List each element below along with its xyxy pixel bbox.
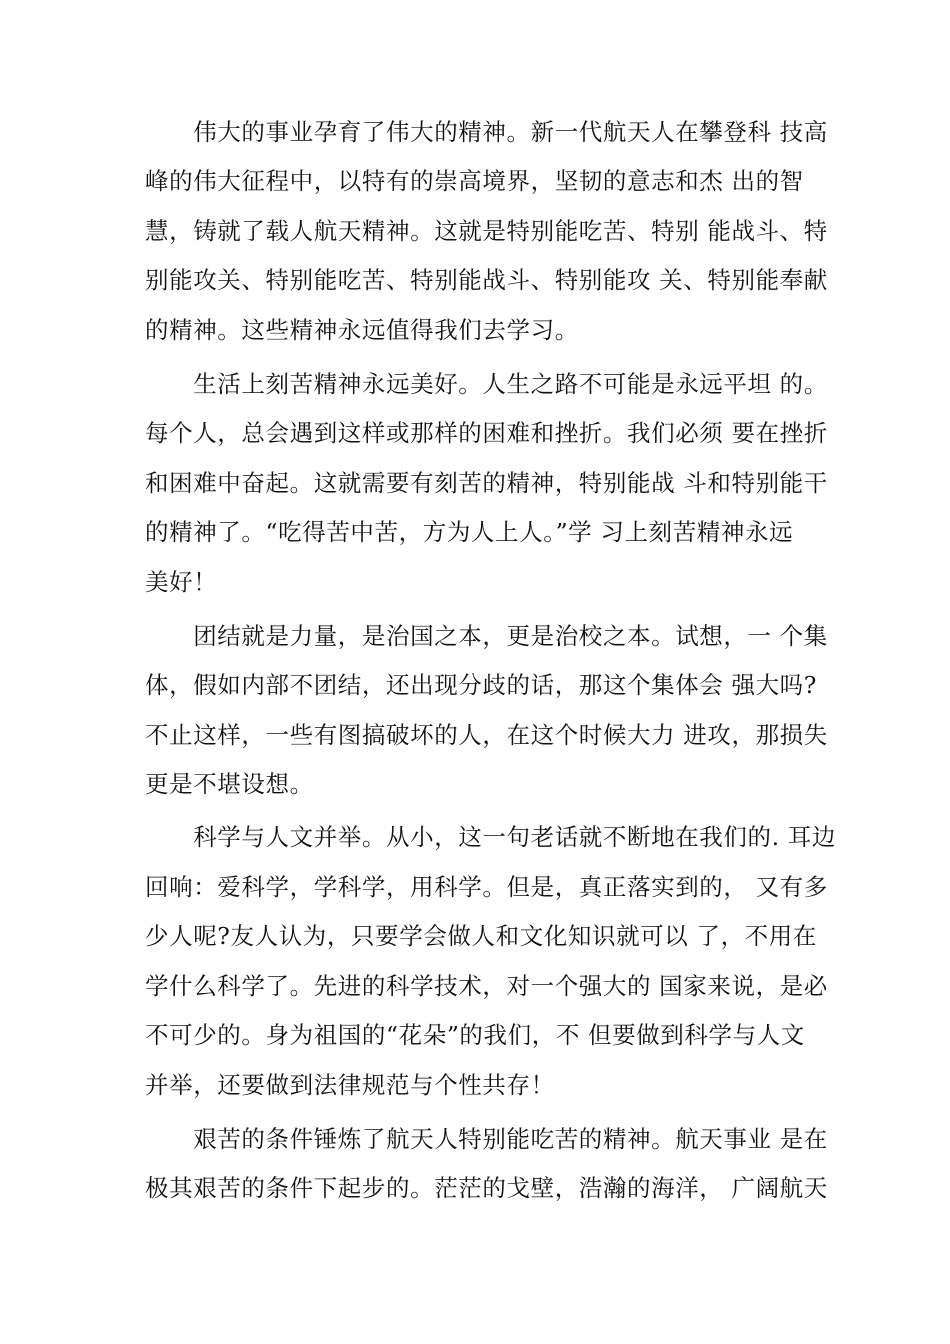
text-line: 不止这样，一些有图搞破坏的人，在这个时候大力 进攻，那损失 [145,721,828,749]
text-line: 体，假如内部不团结，还出现分歧的话，那这个集体会 强大吗? [145,671,817,699]
text-line: 的精神。这些精神永远值得我们去学习。 [145,316,579,344]
text-line: 每个人，总会遇到这样或那样的困难和挫折。我们必须 要在挫折 [145,419,828,447]
text-line: 少人呢?友人认为，只要学会做人和文化知识就可以 了，不用在 [145,922,817,950]
text-line: 艰苦的条件锤炼了航天人特别能吃苦的精神。航天事业 是在 [145,1125,828,1153]
text-line: 的精神了。“吃得苦中苦，方为人上人。”学 习上刻苦精神永远 [145,518,794,546]
text-line: 伟大的事业孕育了伟大的精神。新一代航天人在攀登科 技高 [145,118,828,146]
text-line: 别能攻关、特别能吃苦、特别能战斗、特别能攻 关、特别能奉献 [145,266,828,294]
text-line: 美好！ [145,568,218,596]
text-line: 慧，铸就了载人航天精神。这就是特别能吃苦、特别 能战斗、特 [145,217,828,245]
text-line: 科学与人文并举。从小，这一句老话就不断地在我们的. 耳边 [145,823,836,851]
text-line: 回响：爱科学，学科学，用科学。但是，真正落实到的， 又有多 [145,873,828,901]
text-line: 团结就是力量，是治国之本，更是治校之本。试想，一 个集 [145,622,828,650]
text-line: 极其艰苦的条件下起步的。茫茫的戈壁，浩瀚的海洋， 广阔航天 [145,1174,828,1202]
text-line: 更是不堪设想。 [145,770,314,798]
text-line: 学什么科学了。先进的科学技术，对一个强大的 国家来说，是必 [145,972,828,1000]
text-line: 不可少的。身为祖国的“花朵”的我们，不 但要做到科学与人文 [145,1021,805,1049]
text-line: 生活上刻苦精神永远美好。人生之路不可能是永远平坦 的。 [145,370,828,398]
text-line: 峰的伟大征程中，以特有的崇高境界，坚韧的意志和杰 出的智 [145,167,804,195]
text-line: 和困难中奋起。这就需要有刻苦的精神，特别能战 斗和特别能干 [145,469,828,497]
text-line: 并举，还要做到法律规范与个性共存！ [145,1071,555,1099]
